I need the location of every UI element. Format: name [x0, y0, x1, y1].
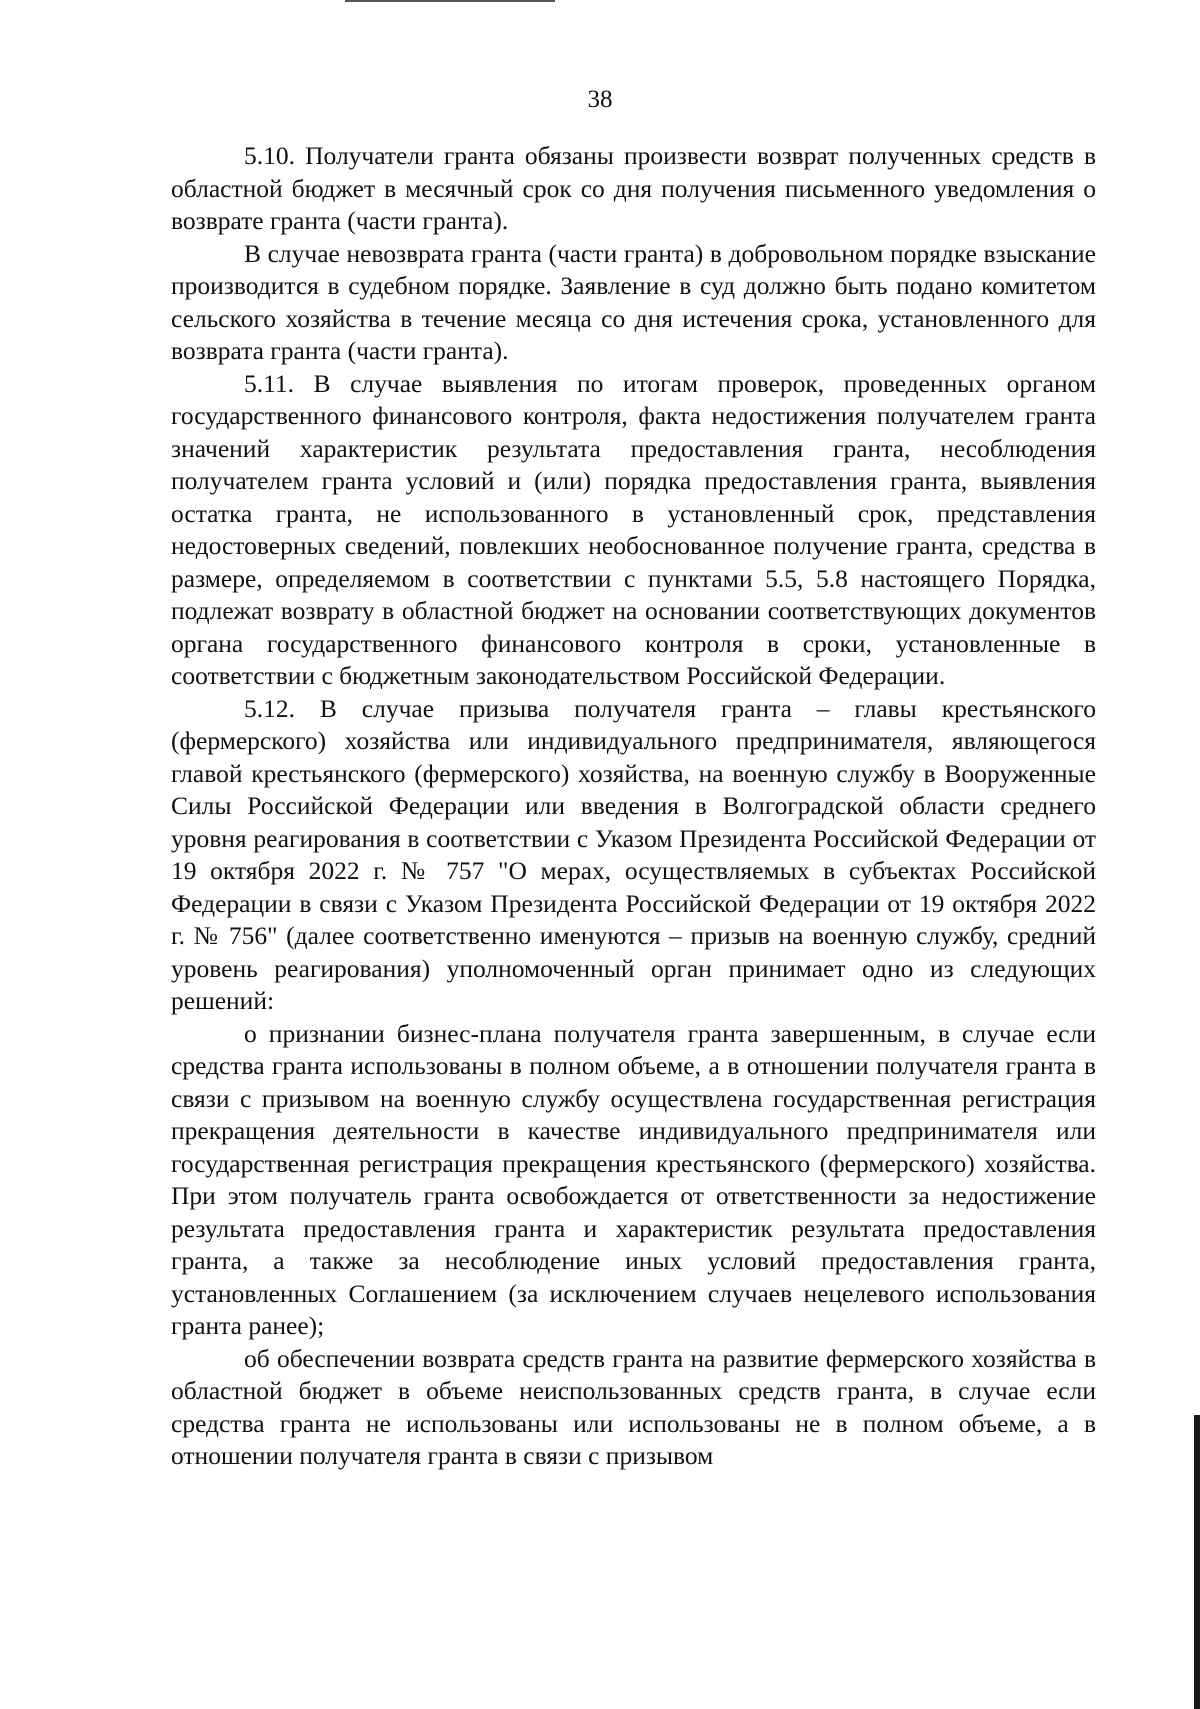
paragraph-5-12: 5.12. В случае призыва получателя гранта – главы крестьянского (фермерского) хозяйства или индивидуального предпринимателя, являющегося главой крестьянского (фермерского) хозяйства, на военную службу в Вооруженные Силы Российской Федерации или введения в Волгоградской области среднего уровня реагирования в соответствии с Указом Президента Российской Федерации от 19 октября 2022 г. № 757 "О мерах, осуществляемых в субъектах Российской Федерации в связи с Указом Президента Российской Федерации от 19 октября 2022 г. № 756" (далее соответственно именуются – призыв на военную службу, средний уровень реагирования) уполномоченный орган принимает одно из следующих решений: [171, 693, 1096, 1015]
paragraph-decision-completed: о признании бизнес-плана получателя гранта завершенным, в случае если средства гранта использованы в полном объеме, а в отношении получателя гранта в связи с призывом на военную службу осуществлена государственная регистрация прекращения деятельности в качестве индивидуального предпринимателя или государственная регистрация прекращения крестьянского (фермерского) хозяйства. При этом получатель гранта освобождается от ответственности за недостижение результата предоставления гранта и характеристик результата предоставления гранта, а также за несоблюдение иных условий предоставления гранта, установленных Соглашением (за исключением случаев нецелевого использования гранта ранее); [171, 1018, 1096, 1340]
paragraph-5-10: 5.10. Получатели гранта обязаны произвести возврат полученных средств в областной бюджет в месячный срок со дня получения письменного уведомления о возврате гранта (части гранта). [171, 141, 1096, 235]
paragraph-decision-return: об обеспечении возврата средств гранта на развитие фермерского хозяйства в областной бюджет в объеме неиспользованных средств гранта, в случае если средства гранта не использованы или использованы не в полном объеме, а в отношении получателя гранта в связи с призывом [171, 1343, 1096, 1470]
paragraph-5-11: 5.11. В случае выявления по итогам проверок, проведенных органом государственного финансового контроля, факта недостижения получателем гранта значений характеристик результата предоставления гранта, несоблюдения получателем гранта условий и (или) порядка предоставления гранта, выявления остатка гранта, не использованного в установленный срок, представления недостоверных сведений, повлекших необоснованное получение гранта, средства в размере, определяемом в соответствии с пунктами 5.5, 5.8 настоящего Порядка, подлежат возврату в областной бюджет на основании соответствующих документов органа государственного финансового контроля в сроки, установленные в соответствии с бюджетным законодательством Российской Федерации. [171, 368, 1096, 690]
scan-artifact-right-edge [1194, 1415, 1200, 1709]
page-number: 38 [587, 86, 613, 113]
paragraph-nonreturn: В случае невозврата гранта (части гранта) в добровольном порядке взыскание производится в судебном порядке. Заявление в суд должно быть подано комитетом сельского хозяйства в течение месяца со дня истечения срока, установленного для возврата гранта (части гранта). [171, 238, 1096, 365]
document-body [171, 140, 1096, 1473]
scan-artifact-top-line [345, 0, 555, 2]
